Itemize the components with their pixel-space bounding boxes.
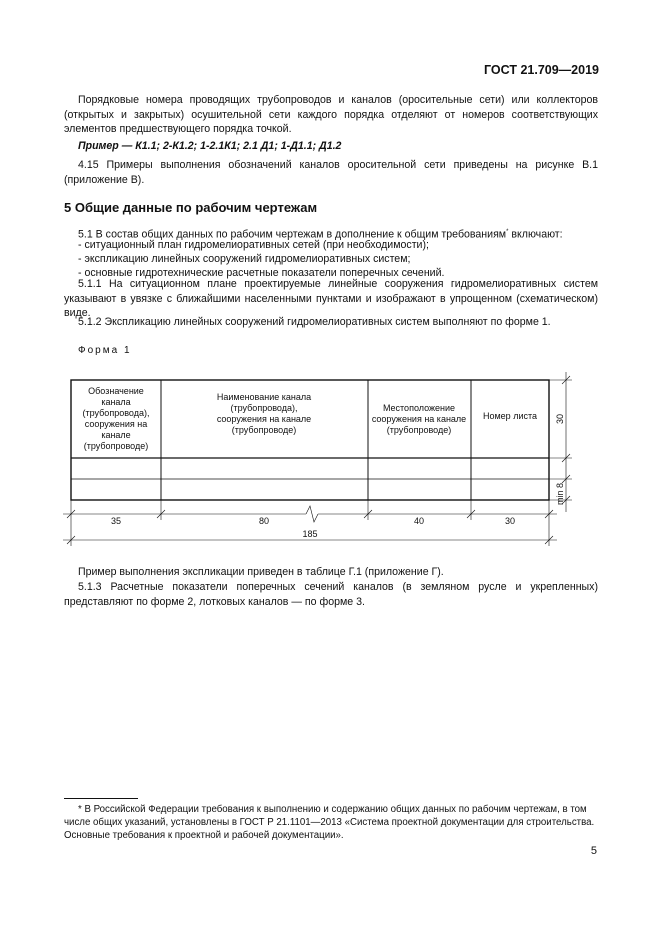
header-cell-text: Местоположение — [382, 403, 456, 413]
header-cell-text: Обозначение — [88, 386, 144, 396]
header-cell-text: сооружения на канале — [216, 414, 312, 424]
footnote-separator — [64, 798, 138, 799]
header-cell-text: канале — [101, 430, 131, 440]
list-item: - ситуационный план гидромелиоративных сетей (при необходимости); — [78, 239, 429, 251]
header-cell-text: Наименование канала — [216, 392, 312, 402]
header-cell-text: (трубопроводе) — [386, 425, 452, 435]
dimension-label: 35 — [110, 516, 122, 526]
header-cell-text: (трубопровода), — [230, 403, 298, 413]
footnote: * В Российской Федерации требования к выполнению и содержанию общих данных по рабочим чертежам, в том числе общих указаний, установлены в ГОСТ Р 21.1101—2013 «Система проектной документации для строительства. Основные требования к проектной и рабочей документации». — [64, 804, 595, 841]
form-label: Форма 1 — [78, 345, 132, 356]
list-item: - основные гидротехнические расчетные показатели поперечных сечений. — [78, 266, 445, 279]
paragraph-5-1-tail: включают: — [508, 228, 563, 241]
list-item: - экспликацию линейных сооружений гидромелиоративных систем; — [78, 252, 411, 265]
dimension-label-row-height: min 8 — [555, 482, 565, 506]
page-number: 5 — [590, 845, 597, 857]
dimension-label: 30 — [504, 516, 516, 526]
header-cell-text: сооружения на канале — [371, 414, 467, 424]
footnote-mark: * — [506, 229, 509, 235]
dimension-label-total: 185 — [302, 529, 318, 539]
dimension-label: 40 — [413, 516, 425, 526]
header-cell-text: (трубопроводе) — [231, 425, 297, 435]
example-designations: Пример — К1.1; 2-К1.2; 1-2.1К1; 2.1 Д1; 1-Д1.1; Д1.2 — [78, 140, 342, 152]
header-cell-text: сооружения на — [84, 419, 148, 429]
section-title: 5 Общие данные по рабочим чертежам — [64, 200, 318, 215]
paragraph-example-g: Пример выполнения экспликации приведен в таблице Г.1 (приложение Г). — [78, 566, 444, 578]
header-cell-text: Номер листа — [482, 411, 538, 421]
dimension-label-header-height: 30 — [555, 413, 565, 425]
horizontal-dimensions — [63, 500, 557, 546]
header-cell-text: (трубопровода), — [82, 408, 150, 418]
paragraph-ordinal-numbers: Порядковые номера проводящих трубопроводов и каналов (оросительные сети) или коллекторов (открытых и закрытых) осушительной сети каждого порядка отделяют от номеров соответствующих элементов предшествующего порядка точкой. — [64, 94, 598, 136]
paragraph-4-15: 4.15 Примеры выполнения обозначений каналов оросительной сети приведены на рисунке В.1 (приложение В). — [64, 159, 598, 186]
paragraph-5-1-1: 5.1.1 На ситуационном плане проектируемые линейные сооружения гидромелиоративных систем указывают в увязке с ближайшими населенными пунктами и изображают в упрощенном (схематическом) виде. — [64, 278, 598, 320]
paragraph-5-1-2: 5.1.2 Экспликацию линейных сооружений гидромелиоративных систем выполняют по форме 1. — [78, 316, 551, 328]
header-cell-text: (трубопроводе) — [83, 441, 149, 451]
header-cell-text: канала — [101, 397, 131, 407]
document-code: ГОСТ 21.709—2019 — [483, 63, 599, 77]
paragraph-5-1-text: 5.1 В состав общих данных по рабочим чертежам в дополнение к общим требованиям — [78, 228, 507, 241]
paragraph-5-1-3: 5.1.3 Расчетные показатели поперечных сечений каналов (в земляном русле и укрепленных) представляют по форме 2, лотковых каналов — по форме 3. — [64, 581, 598, 608]
dimension-label: 80 — [258, 516, 270, 526]
